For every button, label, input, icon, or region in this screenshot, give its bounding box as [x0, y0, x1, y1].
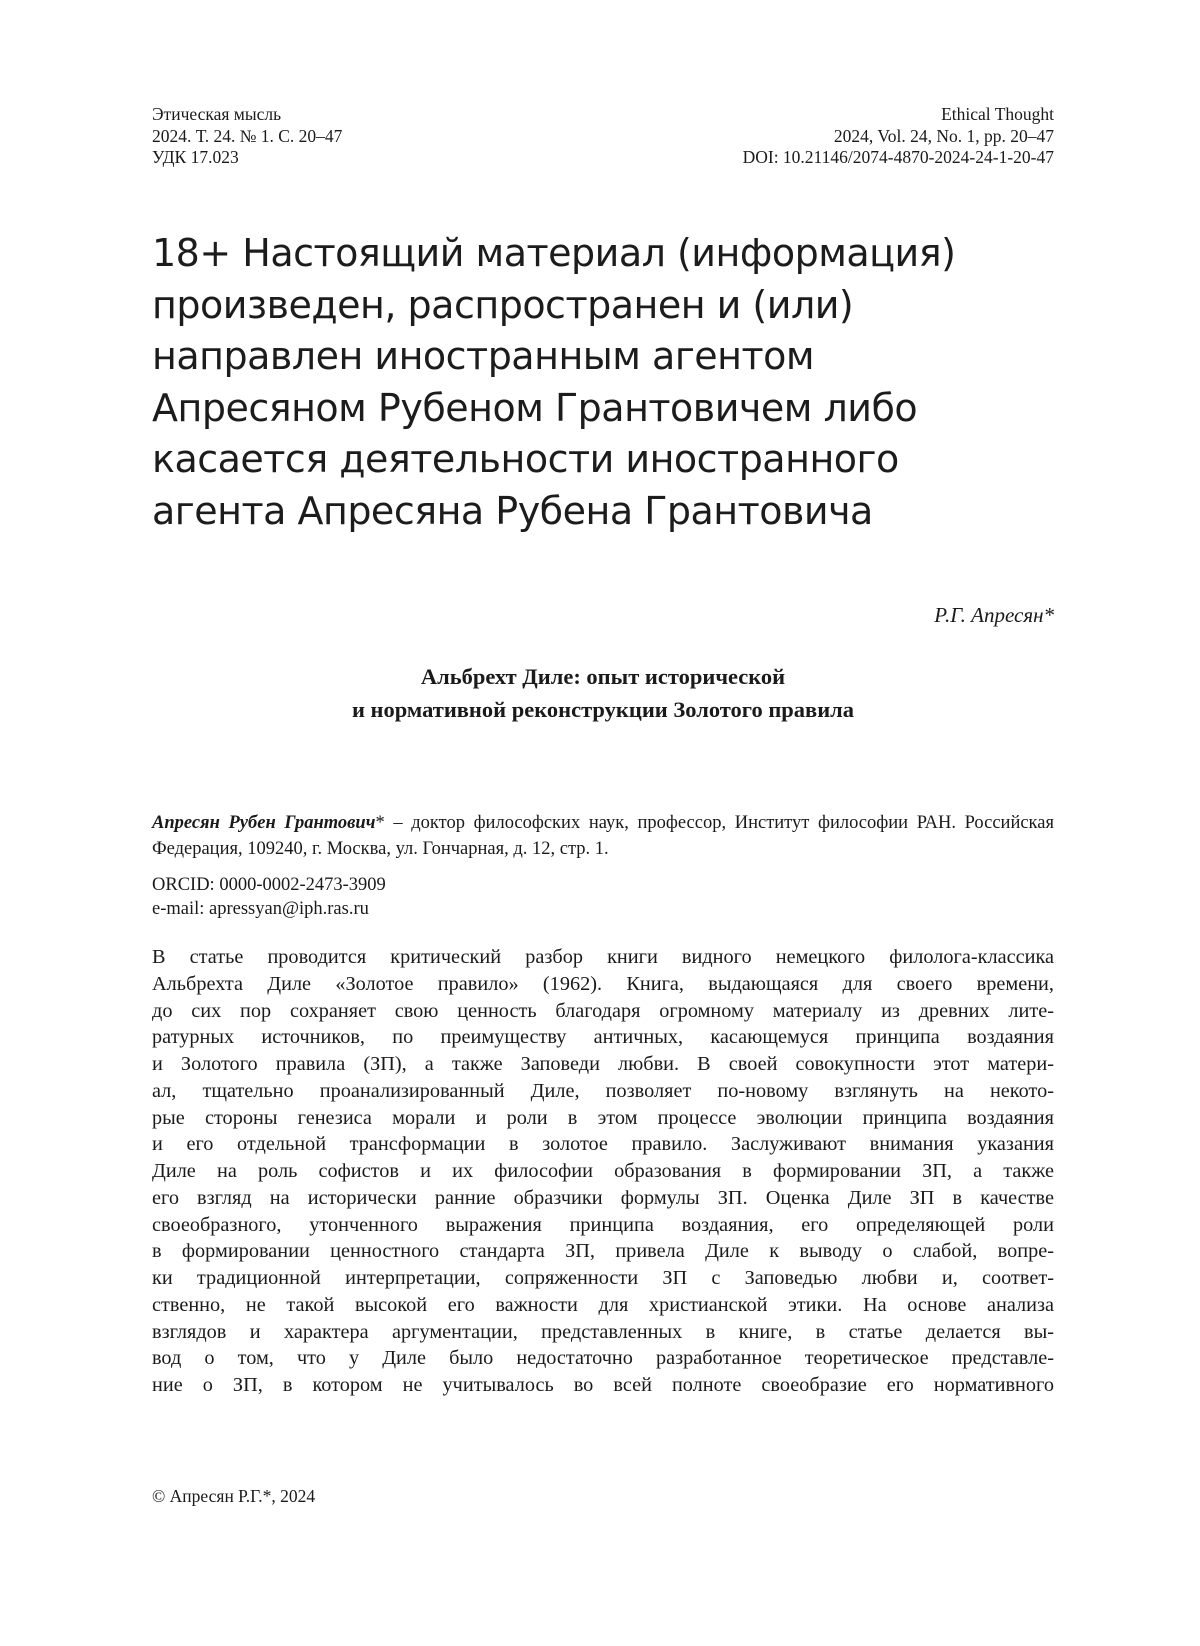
- abstract-line: Альбрехта Диле «Золотое правило» (1962). Книга, выдающаяся для своего времени,: [152, 972, 1054, 995]
- abstract-line: Диле на роль софистов и их философии образования в формировании ЗП, а также: [152, 1160, 1054, 1182]
- foreign-agent-notice: [152, 228, 1072, 537]
- abstract-line: ратурных источников, по преимуществу античных, касающемуся принципа воздаяния: [152, 1026, 1054, 1049]
- abstract-line: взглядов и характера аргументации, представленных в книге, в статье делается вы-: [152, 1320, 1054, 1343]
- abstract-line: и Золотого правила (ЗП), а также Заповеди любви. В своей совокупности этот матери-: [152, 1053, 1054, 1075]
- notice-line: направлен иностранным агентом: [152, 334, 815, 378]
- email: e-mail: apressyan@iph.ras.ru: [152, 899, 369, 919]
- article-title: [152, 660, 1054, 726]
- issue-en: 2024, Vol. 24, No. 1, pp. 20–47: [833, 125, 1054, 146]
- copyright: © Апресян Р.Г.*, 2024: [152, 1486, 316, 1506]
- journal-name-en: Ethical Thought: [941, 104, 1054, 124]
- abstract-line: В статье проводится критический разбор книги видного немецкого филолога-классика: [152, 946, 1054, 968]
- journal-header: [152, 104, 1054, 169]
- abstract-line: и его отдельной трансформации в золотое правило. Заслуживают внимания указания: [152, 1133, 1054, 1156]
- abstract-line: ал, тщательно проанализированный Диле, позволяет по-новому взглянуть на некото-: [152, 1079, 1054, 1102]
- author-star: *: [375, 813, 385, 833]
- notice-line: касается деятельности иностранного: [152, 437, 899, 481]
- notice-line: Апресяном Рубеном Грантовичем либо: [152, 385, 918, 430]
- abstract-line: своеобразного, утонченного выражения принципа воздаяния, его определяющей роли: [152, 1213, 1054, 1236]
- header-right: [743, 104, 1054, 169]
- udc-code: УДК 17.023: [152, 147, 239, 167]
- abstract-line: его взгляд на исторически ранние образчики формулы ЗП. Оценка Диле ЗП в качестве: [152, 1186, 1054, 1209]
- issue-ru: 2024. Т. 24. № 1. С. 20–47: [152, 125, 343, 146]
- title-line: Альбрехт Диле: опыт исторической: [420, 664, 786, 689]
- title-line: и нормативной реконструкции Золотого правила: [351, 697, 855, 722]
- abstract-line: ки традиционной интерпретации, сопряженности ЗП с Заповедью любви и, соответ-: [152, 1267, 1054, 1289]
- orcid: ORCID: 0000-0002-2473-3909: [152, 875, 386, 895]
- doi: DOI: 10.21146/2074-4870-2024-24-1-20-47: [742, 147, 1054, 167]
- journal-name-ru: Этическая мысль: [152, 104, 282, 124]
- notice-line: агента Апресяна Рубена Грантовича: [152, 488, 873, 533]
- abstract-line: вод о том, что у Диле было недостаточно разработанное теоретическое представле-: [152, 1347, 1054, 1370]
- abstract-line: в формировании ценностного стандарта ЗП, привела Диле к выводу о слабой, вопре-: [152, 1240, 1054, 1263]
- header-left: [152, 104, 342, 169]
- abstract-line: до сих пор сохраняет свою ценность благодаря огромному материалу из древних лите-: [152, 999, 1054, 1022]
- notice-line: произведен, распространен и (или): [152, 282, 854, 327]
- author-name: Апресян Рубен Грантович: [152, 813, 376, 833]
- author-affiliation: [152, 810, 1054, 862]
- affiliation-text: – доктор философских наук, профессор, Институт философии РАН. Российская Федерация, 109240, г. Москва, ул. Гончарная, д. 12, стр. 1.: [152, 813, 1054, 859]
- author-ids: [152, 873, 386, 921]
- author-short: Р.Г. Апресян*: [934, 603, 1054, 627]
- abstract-line: рые стороны генезиса морали и роли в этом процессе эволюции принципа воздаяния: [152, 1106, 1054, 1129]
- abstract-line: ние о ЗП, в котором не учитывалось во всей полноте своеобразие его нормативного: [152, 1374, 1054, 1396]
- notice-line: 18+ Настоящий материал (информация): [152, 231, 956, 275]
- abstract-line: ственно, не такой высокой его важности для христианской этики. На основе анализа: [152, 1293, 1054, 1316]
- abstract: [152, 944, 1054, 1399]
